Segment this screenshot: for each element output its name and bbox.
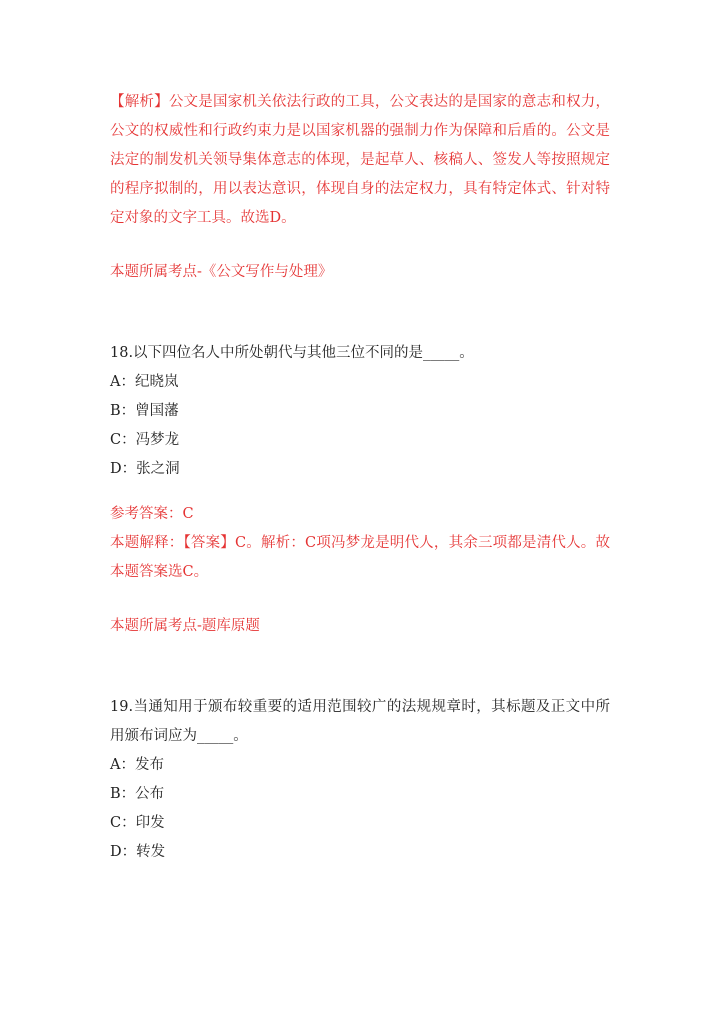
option-a: A：发布 xyxy=(110,757,164,773)
question-text: 19.当通知用于颁布较重要的适用范围较广的法规规章时，其标题及正文中所用颁布词应为_____。 xyxy=(110,699,610,744)
option-b: B：曾国藩 xyxy=(110,403,179,419)
answer-label: 参考答案：C xyxy=(110,506,194,522)
option-d: D：转发 xyxy=(110,844,166,860)
option-c: C：印发 xyxy=(110,815,165,831)
question-19 xyxy=(110,693,610,867)
analysis-paragraph: 【解析】公文是国家机关依法行政的工具，公文表达的是国家的意志和权力，公文的权威性和行政约束力是以国家机器的强制力作为保障和后盾的。公文是法定的制发机关领导集体意志的体现，是起草人、核稿人、签发人等按照规定的程序拟制的，用以表达意识，体现自身的法定权力，具有特定体式、针对特定对象的文字工具。故选D。 xyxy=(110,94,610,226)
option-c: C：冯梦龙 xyxy=(110,432,180,448)
question-18 xyxy=(110,339,610,641)
option-d: D：张之洞 xyxy=(110,461,180,477)
option-a: A：纪晓岚 xyxy=(110,374,179,390)
topic-label: 本题所属考点-《公文写作与处理》 xyxy=(110,264,333,280)
question-text: 18.以下四位名人中所处朝代与其他三位不同的是_____。 xyxy=(110,345,474,361)
explanation-paragraph: 本题解释：【答案】C。解析：C项冯梦龙是明代人，其余三项都是清代人。故本题答案选C。 xyxy=(110,535,610,580)
topic-label: 本题所属考点-题库原题 xyxy=(110,618,260,634)
option-b: B：公布 xyxy=(110,786,165,802)
document-page xyxy=(110,88,610,867)
